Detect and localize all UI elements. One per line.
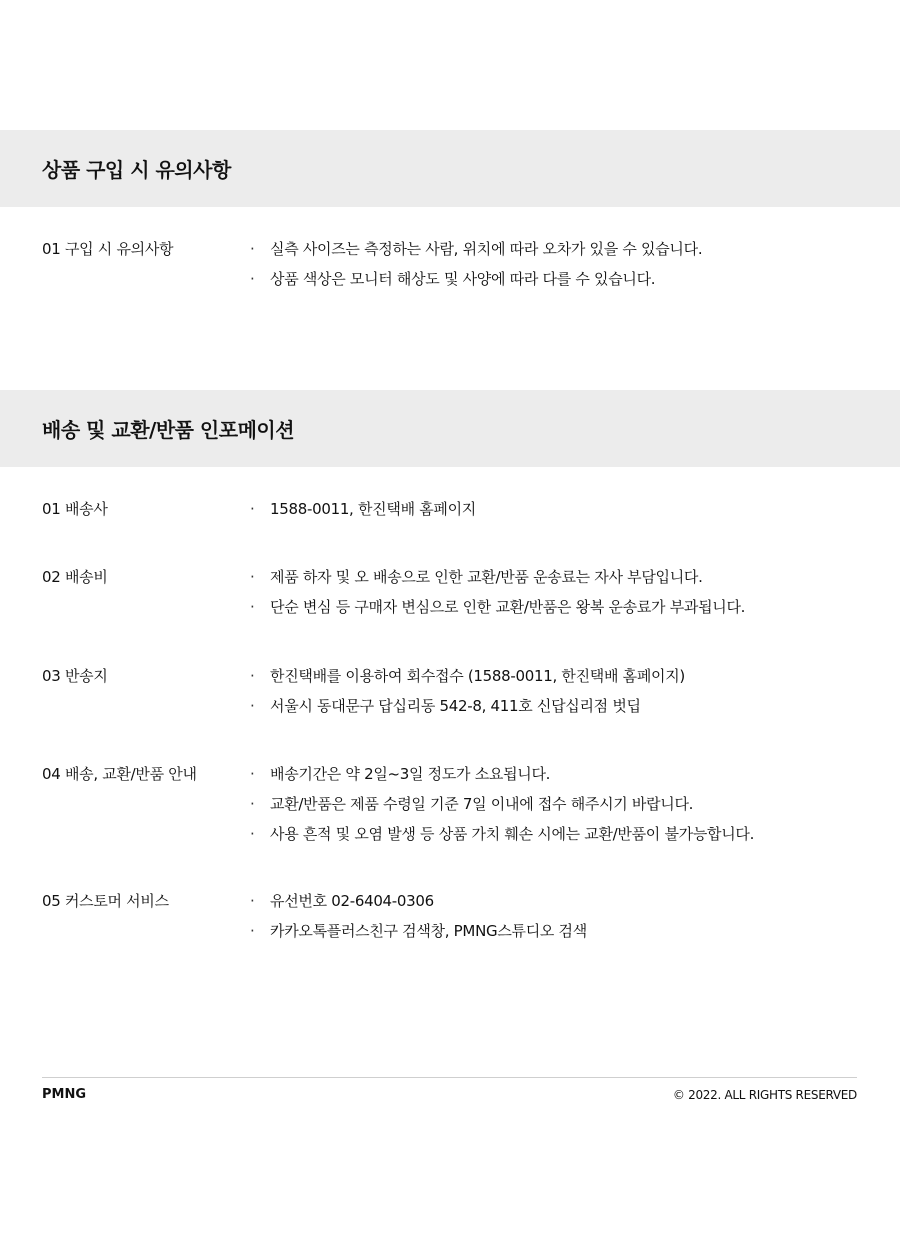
list-item: · 교환/반품은 제품 수령일 기준 7일 이내에 접수 해주시기 바랍니다. [250, 789, 754, 819]
bullet: · [250, 922, 255, 940]
row-label: 01 배송사 [42, 500, 108, 518]
list-item: · 제품 하자 및 오 배송으로 인한 교환/반품 운송료는 자사 부담입니다. [250, 562, 745, 592]
list-item: · 배송기간은 약 2일~3일 정도가 소요됩니다. [250, 759, 754, 789]
info-row-customer-service [42, 886, 862, 946]
bullet: · [250, 568, 255, 586]
info-row-purchase-notes [42, 234, 862, 294]
row-items [250, 759, 754, 849]
list-item: · 카카오톡플러스친구 검색창, PMNG스튜디오 검색 [250, 916, 587, 946]
bullet: · [250, 270, 255, 288]
footer-brand: PMNG [42, 1087, 87, 1102]
info-row-shipping-exchange-guide [42, 759, 862, 849]
row-label: 03 반송지 [42, 667, 108, 685]
bullet: · [250, 892, 255, 910]
row-items [250, 562, 745, 622]
list-item: · 상품 색상은 모니터 해상도 및 사양에 따라 다를 수 있습니다. [250, 264, 702, 294]
section-title: 배송 및 교환/반품 인포메이션 [42, 418, 295, 442]
bullet: · [250, 825, 255, 843]
list-item: · 사용 흔적 및 오염 발생 등 상품 가치 훼손 시에는 교환/반품이 불가능합니다. [250, 819, 754, 849]
bullet: · [250, 667, 255, 685]
footer-divider [42, 1077, 857, 1078]
bullet: · [250, 240, 255, 258]
bullet: · [250, 598, 255, 616]
section-header-purchase-notes [0, 130, 900, 207]
row-items [250, 661, 685, 721]
row-label: 05 커스토머 서비스 [42, 892, 169, 910]
list-item: · 유선번호 02-6404-0306 [250, 886, 587, 916]
list-item: · 단순 변심 등 구매자 변심으로 인한 교환/반품은 왕복 운송료가 부과됩니다. [250, 592, 745, 622]
bullet: · [250, 795, 255, 813]
list-item: · 실측 사이즈는 측정하는 사람, 위치에 따라 오차가 있을 수 있습니다. [250, 234, 702, 264]
row-items [250, 494, 476, 524]
bullet: · [250, 500, 255, 518]
list-item: · 서울시 동대문구 답십리동 542-8, 411호 신답십리점 벗딥 [250, 691, 685, 721]
list-item: · 1588-0011, 한진택배 홈페이지 [250, 494, 476, 524]
footer-copyright: © 2022. ALL RIGHTS RESERVED [672, 1088, 857, 1102]
bullet: · [250, 697, 255, 715]
row-items [250, 886, 587, 946]
info-row-shipping-fee [42, 562, 862, 622]
section-header-shipping-info [0, 390, 900, 467]
bullet: · [250, 765, 255, 783]
section-title: 상품 구입 시 유의사항 [42, 158, 231, 182]
info-row-courier [42, 494, 862, 524]
row-label: 01 구입 시 유의사항 [42, 240, 174, 258]
row-items [250, 234, 702, 294]
info-row-return-address [42, 661, 862, 721]
row-label: 04 배송, 교환/반품 안내 [42, 765, 197, 783]
list-item: · 한진택배를 이용하여 회수접수 (1588-0011, 한진택배 홈페이지) [250, 661, 685, 691]
row-label: 02 배송비 [42, 568, 108, 586]
